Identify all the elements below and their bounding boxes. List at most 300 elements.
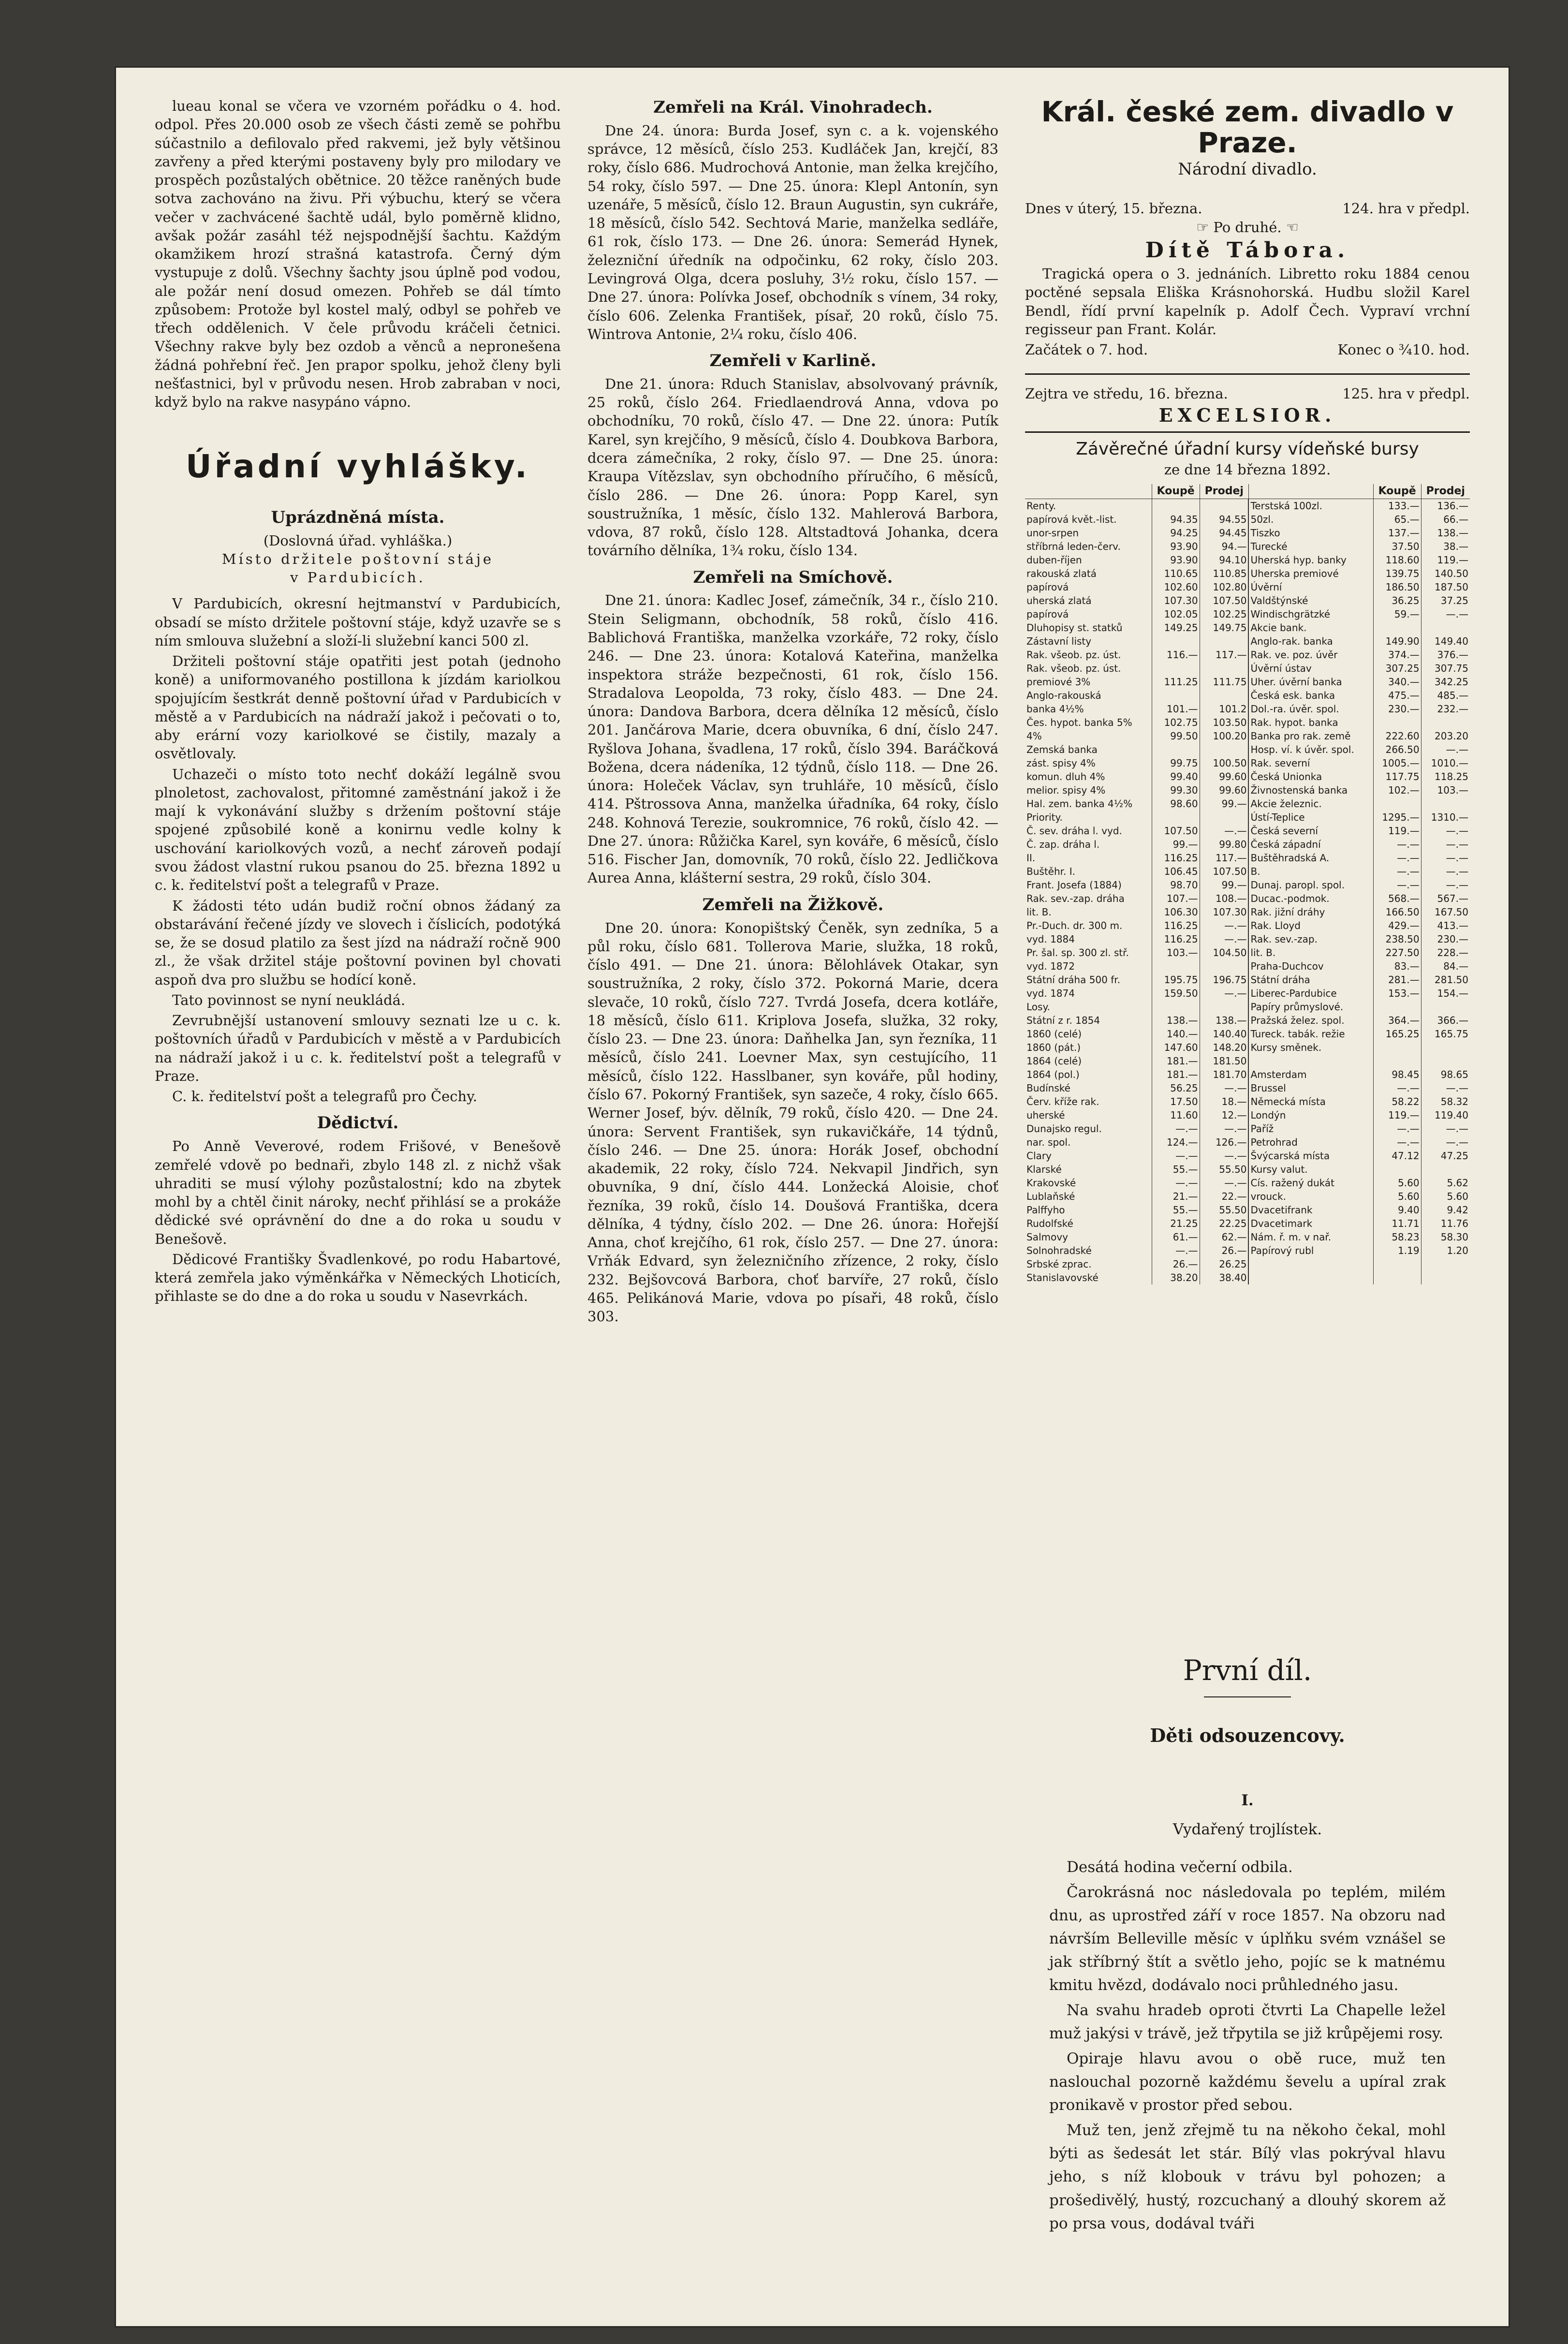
bursa-price	[1373, 797, 1421, 811]
bursa-price: 99.—	[1200, 797, 1248, 811]
bursa-price	[1421, 1000, 1470, 1014]
bursa-price: 136.—	[1421, 499, 1470, 513]
bursa-security-name: Č. sev. dráha l. vyd.	[1026, 825, 1122, 837]
bursa-price	[1373, 1054, 1421, 1068]
bursa-security-name: Ducac.-podmok.	[1248, 892, 1373, 905]
bursa-price: 1.20	[1421, 1244, 1470, 1257]
bursa-price: —.—	[1200, 824, 1248, 838]
bursa-price: 376.—	[1421, 648, 1470, 662]
vacancy-paragraph: Tato povinnost se nyní neukládá.	[172, 991, 406, 1008]
bursa-security-name: Dvacetifrank	[1248, 1203, 1373, 1217]
bursa-row	[1025, 621, 1470, 634]
novel-paragraph: Čarokrásná noc následovala po teplém, milém dnu, as uprostřed září v roce 1857. Na obzoru nad návrším Belleville měsíc v úplňku svém vznášel se jak stříbrný štít a světlo jeho, pojíc se k matnému kmitu hvězd, dodávalo noci průhledného jasu.	[1049, 1883, 1446, 1994]
bursa-row	[1025, 553, 1470, 567]
bursa-security-name: papírová	[1026, 581, 1069, 593]
bursa-price: 103.—	[1421, 783, 1470, 797]
bursa-security-name: zást. spisy 4%	[1026, 757, 1096, 769]
bursa-price: —.—	[1200, 1122, 1248, 1135]
bursa-price: 107.50	[1152, 824, 1200, 838]
bursa-security-name: 50zl.	[1248, 513, 1373, 526]
bursa-security-name: Rak. severní	[1248, 756, 1373, 770]
bursa-price: 140.50	[1421, 567, 1470, 580]
bursa-price: 102.—	[1373, 783, 1421, 797]
bursa-price: —.—	[1421, 851, 1470, 865]
bursa-security-name: Papírový rubl	[1248, 1244, 1373, 1257]
bursa-security-name: Ústí-Teplice	[1248, 811, 1373, 824]
bursa-price: —.—	[1373, 1081, 1421, 1095]
vacancy-place: Místo držitele poštovní stáje	[221, 550, 494, 567]
bursa-security-name: Pr. šal. sp. 300 zl. stř.	[1026, 947, 1129, 959]
bursa-price: 366.—	[1421, 1014, 1470, 1027]
bursa-security-name: Priority.	[1026, 811, 1063, 824]
bursa-row	[1025, 797, 1470, 811]
bursa-security-name: Tiszko	[1248, 526, 1373, 540]
bursa-row	[1025, 824, 1470, 838]
bursa-security-name: Windischgrätzké	[1248, 607, 1373, 621]
bursa-security-name: Dunajsko regul.	[1026, 1123, 1102, 1135]
bursa-row	[1025, 1027, 1470, 1041]
bursa-price: —.—	[1421, 1122, 1470, 1135]
bursa-price: 9.40	[1373, 1203, 1421, 1217]
bursa-row	[1025, 634, 1470, 648]
bursa-price	[1373, 1041, 1421, 1054]
bursa-price: 102.75	[1152, 716, 1200, 729]
bursa-row	[1025, 865, 1470, 878]
performance-number: 125. hra v předpl.	[1342, 385, 1470, 402]
bursa-price: 21.—	[1152, 1190, 1200, 1203]
bursa-price: 55.—	[1152, 1203, 1200, 1217]
bursa-security-name: papírová květ.-list.	[1026, 514, 1117, 526]
bursa-price: —.—	[1373, 1122, 1421, 1135]
bursa-price: 165.25	[1373, 1027, 1421, 1041]
bursa-security-name: Tureck. tabák. režie	[1248, 1027, 1373, 1041]
bursa-price: 99.30	[1152, 783, 1200, 797]
bursa-security-name: Praha-Duchcov	[1248, 959, 1373, 973]
chapter-number: I.	[1241, 1791, 1254, 1809]
bursa-price: 227.50	[1373, 946, 1421, 959]
bursa-price: —.—	[1373, 865, 1421, 878]
bursa-price: 55.50	[1200, 1163, 1248, 1176]
bursa-price	[1421, 797, 1470, 811]
bursa-price	[1421, 1257, 1470, 1271]
bursa-price: 118.60	[1373, 553, 1421, 567]
bursa-security-name: Uherská hyp. banky	[1248, 553, 1373, 567]
bursa-security-name: Dunaj. paropl. spol.	[1248, 878, 1373, 892]
bursa-security-name: Renty.	[1026, 500, 1056, 512]
bursa-price: 93.90	[1152, 553, 1200, 567]
bursa-security-name: Živnostenská banka	[1248, 783, 1373, 797]
bursa-security-name: Hosp. ví. k úvěr. spol.	[1248, 743, 1373, 756]
bursa-price: 1010.—	[1421, 756, 1470, 770]
bursa-price: 62.—	[1200, 1230, 1248, 1244]
bursa-price: 1.19	[1373, 1244, 1421, 1257]
bursa-price: 119.—	[1373, 824, 1421, 838]
bursa-security-name: komun. dluh 4%	[1026, 771, 1105, 783]
bursa-row	[1025, 662, 1470, 675]
bursa-price: 104.50	[1200, 946, 1248, 959]
pointing-hand-icon: ☜	[1286, 219, 1299, 236]
bursa-security-name: 1860 (celé)	[1026, 1028, 1082, 1040]
novel-paragraph: Muž ten, jenž zřejmě tu na někoho čekal, mohl býti as šedesát let stár. Bílý vlas pokrýval hlavu jeho, s níž klobouk v trávu byl pohozen; a prošedivělý, hustý, rozcuchaný a dlouhý skorem až po prsa vous, dodával tváři	[1049, 2122, 1446, 2232]
bursa-price: 59.—	[1373, 607, 1421, 621]
bursa-price: 195.75	[1152, 973, 1200, 987]
bursa-price: 230.—	[1421, 932, 1470, 946]
bursa-row	[1025, 1041, 1470, 1054]
bursa-security-name: Losy.	[1026, 1001, 1050, 1013]
bursa-security-name: Rak. sev.-zap.	[1248, 932, 1373, 946]
divider	[1025, 431, 1470, 433]
deaths-section-title: Zemřeli na Král. Vinohradech.	[653, 98, 933, 117]
bursa-security-name: Rak. Lloyd	[1248, 919, 1373, 932]
bursa-price: 111.75	[1200, 675, 1248, 689]
bursa-price	[1152, 743, 1200, 756]
vacancy-city: v Pardubicích.	[290, 569, 425, 586]
bursa-security-name: Buštěhr. I.	[1026, 866, 1075, 878]
theatre-subtitle: Národní divadlo.	[1178, 159, 1317, 179]
bursa-security-name: 1864 (celé)	[1026, 1055, 1082, 1067]
bursa-security-name: Zástavní listy	[1026, 635, 1092, 648]
bursa-price: 66.—	[1421, 513, 1470, 526]
bursa-price: 196.75	[1200, 973, 1248, 987]
bursa-header-row	[1025, 484, 1470, 499]
bursa-price: 47.25	[1421, 1149, 1470, 1163]
bursa-security-name: Srbské zprac.	[1026, 1258, 1092, 1270]
bursa-row	[1025, 594, 1470, 607]
bursa-price: —.—	[1421, 865, 1470, 878]
bursa-row	[1025, 729, 1470, 743]
deaths-section-title: Zemřeli na Smíchově.	[693, 567, 893, 587]
bursa-security-name: Nám. ř. m. v nař.	[1248, 1230, 1373, 1244]
bursa-price: 107.—	[1152, 892, 1200, 905]
bursa-price: 56.25	[1152, 1081, 1200, 1095]
bursa-price: 99.40	[1152, 770, 1200, 783]
bursa-price: 58.23	[1373, 1230, 1421, 1244]
bursa-price: —.—	[1373, 851, 1421, 865]
pointing-hand-icon: ☞	[1196, 219, 1209, 236]
bursa-price: 364.—	[1373, 1014, 1421, 1027]
bursa-security-name: Kursy směnek.	[1248, 1041, 1373, 1054]
bursa-security-name: Rak. ve. poz. úvěr	[1248, 648, 1373, 662]
bursa-price	[1200, 689, 1248, 702]
bursa-price	[1152, 959, 1200, 973]
bursa-col-header: Koupě	[1152, 484, 1200, 499]
bursa-price: 149.40	[1421, 634, 1470, 648]
bursa-security-name: lit. B.	[1248, 946, 1373, 959]
bursa-price: —.—	[1421, 743, 1470, 756]
bursa-price: 102.25	[1200, 607, 1248, 621]
bursa-security-name: Česká Unionka	[1248, 770, 1373, 783]
bursa-price: 11.60	[1152, 1108, 1200, 1122]
bursa-price: 58.32	[1421, 1095, 1470, 1108]
bursa-price: 342.25	[1421, 675, 1470, 689]
bursa-row	[1025, 526, 1470, 540]
bursa-row	[1025, 892, 1470, 905]
bursa-row	[1025, 1135, 1470, 1149]
bursa-price: 1295.—	[1373, 811, 1421, 824]
bursa-price: 117.—	[1200, 648, 1248, 662]
bursa-price: 138.—	[1200, 1014, 1248, 1027]
bursa-row	[1025, 878, 1470, 892]
bursa-security-name: Anglo-rakouská	[1026, 690, 1101, 702]
divider	[1025, 373, 1470, 375]
bursa-price	[1152, 499, 1200, 513]
bursa-price: 153.—	[1373, 987, 1421, 1000]
bursa-col-header: Koupě	[1373, 484, 1421, 499]
bursa-price	[1200, 499, 1248, 513]
bursa-price: 181.70	[1200, 1068, 1248, 1081]
bursa-price: 167.50	[1421, 905, 1470, 919]
bursa-price: 5.62	[1421, 1176, 1470, 1190]
bursa-price: 181.—	[1152, 1068, 1200, 1081]
bursa-price: 36.25	[1373, 594, 1421, 607]
bursa-price: 21.25	[1152, 1217, 1200, 1230]
bursa-price: 137.—	[1373, 526, 1421, 540]
bursa-row	[1025, 1068, 1470, 1081]
bursa-price	[1200, 743, 1248, 756]
bursa-price	[1373, 1163, 1421, 1176]
bursa-security-name: Akcie bank.	[1248, 621, 1373, 634]
bursa-price: 99.—	[1200, 878, 1248, 892]
bursa-price: 149.75	[1200, 621, 1248, 634]
bursa-price: 100.50	[1200, 756, 1248, 770]
bursa-security-name: vyd. 1884	[1026, 933, 1075, 945]
bursa-security-name: Česká severní	[1248, 824, 1373, 838]
theatre-title: Král. české zem. divadlo v Praze.	[1041, 95, 1454, 159]
bursa-price: 98.65	[1421, 1068, 1470, 1081]
bursa-price	[1152, 689, 1200, 702]
bursa-price: —.—	[1421, 607, 1470, 621]
bursa-price: 429.—	[1373, 919, 1421, 932]
bursa-price: 1310.—	[1421, 811, 1470, 824]
novel-paragraph: Opiraje hlavu avou o obě ruce, muž ten naslouchal pozorně každému ševelu a upíral zrak pronikavě v prostor před sebou.	[1049, 2050, 1446, 2114]
column-right	[1025, 97, 1470, 1284]
bursa-price: 281.50	[1421, 973, 1470, 987]
bursa-price: 222.60	[1373, 729, 1421, 743]
bursa-security-name	[1248, 1257, 1373, 1271]
bursa-security-name: Amsterdam	[1248, 1068, 1373, 1081]
bursa-price: 230.—	[1373, 702, 1421, 716]
bursa-row	[1025, 1203, 1470, 1217]
bursa-price: —.—	[1421, 878, 1470, 892]
bursa-price: 55.—	[1152, 1163, 1200, 1176]
bursa-price	[1373, 621, 1421, 634]
vacancy-paragraph: V Pardubicích, okresní hejtmanství v Pardubicích, obsadí se místo držitele poštovní stáje, když uzavře se s ním smlouva služební a složí-li služební kanci 500 zl.	[155, 595, 561, 649]
bursa-row	[1025, 540, 1470, 553]
bursa-price: 117.—	[1200, 851, 1248, 865]
bursa-price	[1152, 662, 1200, 675]
bursa-row	[1025, 1257, 1470, 1271]
bursa-security-name: 1864 (pol.)	[1026, 1069, 1080, 1081]
bursa-row	[1025, 1095, 1470, 1108]
section-header-official: Úřadní vyhlášky.	[186, 447, 530, 485]
bursa-security-name: premiové 3%	[1026, 676, 1091, 688]
bursa-security-name: Banka pro rak. země	[1248, 729, 1373, 743]
performance-number: 124. hra v předpl.	[1342, 200, 1470, 217]
novel-paragraph: Na svahu hradeb oproti čtvrti La Chapelle ležel muž jakýsi v trávě, jež třpytila se již krůpějemi rosy.	[1049, 2002, 1446, 2043]
bursa-price: 138.—	[1421, 526, 1470, 540]
bursa-security-name: vrouck.	[1248, 1190, 1373, 1203]
bursa-row	[1025, 1149, 1470, 1163]
bursa-price	[1373, 1271, 1421, 1284]
bursa-security-name: Kursy valut.	[1248, 1163, 1373, 1176]
performance-date: Zejtra ve středu, 16. března.	[1025, 385, 1228, 402]
bursa-security-name: Valdštýnské	[1248, 594, 1373, 607]
bursa-price: 47.12	[1373, 1149, 1421, 1163]
start-time: Začátek o 7. hod.	[1025, 341, 1148, 358]
bursa-security-name: papírová	[1026, 608, 1069, 620]
bursa-row	[1025, 743, 1470, 756]
bursa-price	[1200, 1000, 1248, 1014]
bursa-price: 99.75	[1152, 756, 1200, 770]
bursa-security-name: Klarské	[1026, 1164, 1062, 1176]
bursa-price: 181.50	[1200, 1054, 1248, 1068]
bursa-row	[1025, 648, 1470, 662]
bursa-col-header	[1025, 484, 1152, 499]
bursa-security-name: Úvěrní	[1248, 580, 1373, 594]
deaths-section-text: Dne 20. února: Konopištský Čeněk, syn zedníka, 5 a půl roku, číslo 681. Tollerova Marie, služka, 18 roků, číslo 491. — Dne 21. února: Bělohlávek Otakar, syn soustružníka, 2 roky, číslo 372. Pokorná Marie, dcera slevače, 10 roků, číslo 727. Tvrdá Josefa, dcera kotláře, 18 měsíců, číslo 611. Kriplova Josefa, služka, 32 roky, číslo 23. — Dne 23. února: Daňhelka Jan, syn řezníka, 11 měsíců, číslo 241. Loevner Max, syn cestujícího, 11 měsíců, číslo 122. Hasslbaner, syn kováře, půl hodiny, číslo 67. Pokorný František, syn sazeče, 4 roky, číslo 665. Werner Josef, býv. dělník, 79 roků, číslo 420. — Dne 24. února: Servent František, syn rukavičkáře, 14 týdnů, číslo 246. — Dne 25. února: Horák Josef, obchodní akademik, 22 roky, číslo 724. Nekvapil Jindřich, syn obuvníka, 9 dní, číslo 444. Lonžecká Aloisie, choť řezníka, 39 roků, číslo 14. Doušová Františka, dcera dělníka, 4 týdny, číslo 202. — Dne 26. února: Hořejší Anna, choť krejčího, 61 rok, číslo 257. — Dne 27. února: Vrňák Edvard, syn železničního zřízence, 2 roky, číslo 232. Bejšovcová Barbora, choť barvíře, 27 roků, číslo 465. Pelikánová Marie, vdova po písaři, 48 roků, číslo 303.	[587, 919, 998, 1325]
bursa-price: —.—	[1200, 932, 1248, 946]
bursa-security-name: Clary	[1026, 1150, 1052, 1162]
bursa-price: 5.60	[1373, 1190, 1421, 1203]
bursa-price	[1152, 811, 1200, 824]
bursa-row	[1025, 756, 1470, 770]
bursa-price	[1421, 1163, 1470, 1176]
bursa-security-name: banka 4½%	[1026, 703, 1084, 715]
bursa-price: 116.25	[1152, 919, 1200, 932]
bursa-row	[1025, 1081, 1470, 1095]
bursa-price: 101.—	[1152, 702, 1200, 716]
bursa-security-name: Uher. úvěrní banka	[1248, 675, 1373, 689]
bursa-price: 102.80	[1200, 580, 1248, 594]
bursa-row	[1025, 770, 1470, 783]
bursa-price: 99.80	[1200, 838, 1248, 851]
inheritance-paragraph: Po Anně Veverové, rodem Frišové, v Benešově zemřelé vdově po bednaři, zbylo 148 zl. z nichž však uhraditi se musí výlohy pozůstalostní; kdo na zbytek mohl by a chtěl činit nároky, nechť přihlásí se a prokáže dědické své oprávnění do dne a do roka u soudu v Benešově.	[155, 1138, 561, 1247]
bursa-price	[1373, 1000, 1421, 1014]
bursa-price	[1200, 959, 1248, 973]
bursa-price: 110.85	[1200, 567, 1248, 580]
bursa-row	[1025, 905, 1470, 919]
bursa-price: 98.60	[1152, 797, 1200, 811]
second-performance-note	[1025, 218, 1470, 236]
bursa-security-name: Rudolfské	[1026, 1218, 1073, 1230]
deaths-section-text: Dne 21. února: Rduch Stanislav, absolvovaný právník, 25 roků, číslo 264. Friedlaendrová Anna, vdova po obchodníku, 70 roků, číslo 47. — Dne 22. února: Putík Karel, syn krejčího, 9 měsíců, číslo 4. Doubkova Barbora, dcera zámečníka, 2 roky, číslo 97. — Dne 25. února: Kraupa Vítězslav, syn obchodního příručího, 6 měsíců, číslo 286. — Dne 26. února: Popp Karel, syn soustružníka, 1 měsíc, číslo 132. Mahlerová Barbora, vdova, 87 roků, číslo 128. Altstadtová Johanka, dcera továrního dělníka, 1¾ roku, číslo 134.	[587, 375, 998, 559]
bursa-security-name: Česká západní	[1248, 838, 1373, 851]
bursa-price	[1373, 716, 1421, 729]
novel-part: První díl.	[1183, 1654, 1312, 1687]
bursa-price: 99.60	[1200, 770, 1248, 783]
bursa-security-name: Turecké	[1248, 540, 1373, 553]
bursa-security-name: Rak. všeob. pz. úst.	[1026, 663, 1121, 675]
bursa-price: 94.45	[1200, 526, 1248, 540]
bursa-price: —.—	[1200, 1176, 1248, 1190]
bursa-price	[1200, 634, 1248, 648]
bursa-security-name: Uherska premiové	[1248, 567, 1373, 580]
bursa-row	[1025, 1163, 1470, 1176]
bursa-title: Závěrečné úřadní kursy vídeňské bursy	[1076, 439, 1419, 459]
bursa-price: 232.—	[1421, 702, 1470, 716]
bursa-price: 117.75	[1373, 770, 1421, 783]
bursa-price: 99.50	[1152, 729, 1200, 743]
bursa-price: 94.10	[1200, 553, 1248, 567]
bursa-price: 118.25	[1421, 770, 1470, 783]
bursa-price: 166.50	[1373, 905, 1421, 919]
bursa-price: 17.50	[1152, 1095, 1200, 1108]
bursa-security-name: Státní dráha 500 fr.	[1026, 974, 1121, 986]
play-description: Tragická opera o 3. jednáních. Libretto roku 1884 cenou poctěné sepsala Eliška Krásnohorská. Hudbu složil Karel Bendl, řídí první kapelník p. Adolf Čech. Vypraví vrchní regisseur pan Frant. Kolár.	[1025, 265, 1470, 338]
bursa-security-name: Hal. zem. banka 4½%	[1026, 798, 1133, 810]
novel-paragraph: Desátá hodina večerní odbila.	[1067, 1858, 1293, 1876]
bursa-price: —.—	[1421, 838, 1470, 851]
end-time: Konec o ¾10. hod.	[1337, 341, 1470, 358]
bursa-price: —.—	[1152, 1244, 1200, 1257]
bursa-security-name: Akcie železnic.	[1248, 797, 1373, 811]
bursa-security-name: Stanislavovské	[1026, 1272, 1099, 1284]
bursa-row	[1025, 811, 1470, 824]
bursa-price: 38.20	[1152, 1271, 1200, 1284]
bursa-price: 567.—	[1421, 892, 1470, 905]
bursa-security-name: Palffyho	[1026, 1204, 1065, 1216]
bursa-security-name: Švýcarská místa	[1248, 1149, 1373, 1163]
bursa-row	[1025, 1122, 1470, 1135]
bursa-security-name: 4%	[1026, 730, 1042, 742]
vacancy-paragraph: Zevrubnější ustanovení smlouvy seznati lze u c. k. poštovních úřadů v Pardubicích v městě a v Pardubicích na nádraží jakož i u c. k. ředitelství pošt a telegrafů v Praze.	[155, 1012, 561, 1084]
bursa-row	[1025, 580, 1470, 594]
bursa-security-name: Papíry průmyslové.	[1248, 1000, 1373, 1014]
bursa-price: 98.45	[1373, 1068, 1421, 1081]
bursa-price: 83.—	[1373, 959, 1421, 973]
bursa-price: 485.—	[1421, 689, 1470, 702]
second-time-label: Po druhé.	[1213, 219, 1282, 236]
bursa-price: 307.25	[1373, 662, 1421, 675]
bursa-price: 55.50	[1200, 1203, 1248, 1217]
bursa-price: 5.60	[1373, 1176, 1421, 1190]
bursa-price: 94.55	[1200, 513, 1248, 526]
bursa-row	[1025, 702, 1470, 716]
bursa-security-name: vyd. 1874	[1026, 988, 1075, 1000]
bursa-security-name: Rak. všeob. pz. úst.	[1026, 649, 1121, 661]
bursa-row	[1025, 919, 1470, 932]
bursa-price	[1421, 1271, 1470, 1284]
bursa-price: 124.—	[1152, 1135, 1200, 1149]
divider	[1204, 1696, 1291, 1697]
bursa-price: 165.75	[1421, 1027, 1470, 1041]
vacancy-paragraph: Uchazeči o místo toto nechť dokáží legálně svou plnoletost, zachovalost, přitomné zaměstnání jakož i že mají k vykonávání služby s držením poštovní stáje spojené způsobilé koně a konirnu vedle kolny k uschování kariolkových vozů, a nechť zároveň podají svou žádost vlastní rukou psanou do 25. března 1892 u c. k. ředitelství pošt a telegrafů v Praze.	[155, 766, 561, 894]
bursa-price: 22.—	[1200, 1190, 1248, 1203]
bursa-table	[1025, 484, 1470, 1285]
bursa-price: 568.—	[1373, 892, 1421, 905]
bursa-price: 475.—	[1373, 689, 1421, 702]
bursa-price: 413.—	[1421, 919, 1470, 932]
bursa-price: 138.—	[1152, 1014, 1200, 1027]
bursa-security-name: nar. spol.	[1026, 1136, 1071, 1149]
bursa-price: 119.40	[1421, 1108, 1470, 1122]
bursa-security-name: Státní z r. 1854	[1026, 1015, 1100, 1027]
bursa-price	[1200, 811, 1248, 824]
bursa-security-name: Úvěrní ústav	[1248, 662, 1373, 675]
bursa-security-name: uherská zlatá	[1026, 595, 1092, 607]
bursa-price: 119.—	[1373, 1108, 1421, 1122]
chapter-title: Vydařený trojlístek.	[1172, 1820, 1322, 1838]
bursa-price: 18.—	[1200, 1095, 1248, 1108]
bursa-price: 107.30	[1152, 594, 1200, 607]
bursa-price	[1421, 716, 1470, 729]
bursa-security-name: Krakovské	[1026, 1177, 1076, 1189]
bursa-price: 102.05	[1152, 607, 1200, 621]
bursa-security-name: Česká esk. banka	[1248, 689, 1373, 702]
deaths-section-text: Dne 21. února: Kadlec Josef, zámečník, 34 r., číslo 210. Stein Seligmann, obchodník, 58 roků, číslo 416. Bablichová Františka, manželka vzorkáře, 72 roky, číslo 246. — Dne 23. února: Kotalová Kateřina, manželka inspektora stráže bezpečnosti, 61 rok, číslo 156. Stradalova Leopolda, 73 roky, číslo 483. — Dne 24. února: Dandova Barbora, dcera dělníka 12 měsíců, číslo 201. Jančárova Marie, dcera obuvníka, 6 dní, číslo 247. Ryšlova Johana, švadlena, 17 roků, číslo 394. Baráčková Božena, dcera nádeníka, 12 týdnů, číslo 118. — Dne 26. února: Holeček Václav, syn truhláře, 10 měsíců, číslo 414. Pštrossova Anna, manželka úřadníka, 64 roky, číslo 248. Kohnová Terezie, soukromnice, 76 roků, číslo 42. — Dne 27. února: Růžička Karel, syn kováře, 6 měsíců, číslo 516. Fischer Jan, domovník, 70 roků, číslo 22. Jedličkova Aurea Anna, klášterní sestra, 29 roků, číslo 304.	[587, 592, 998, 886]
bursa-row	[1025, 716, 1470, 729]
bursa-price: 12.—	[1200, 1108, 1248, 1122]
